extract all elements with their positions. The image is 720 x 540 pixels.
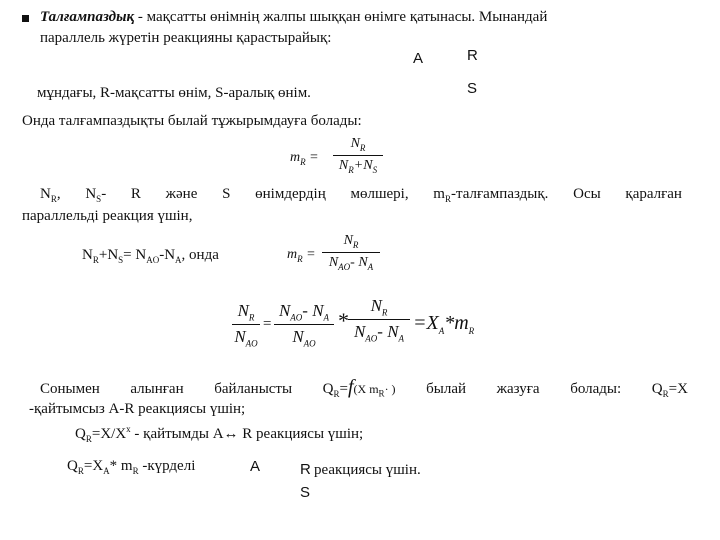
- formula2-lhs: $m_R$ =: [287, 247, 316, 264]
- para2-line-1: $N_R$, $N_S-$ R және S өнімдердің мөлшері, $m_R$-талғампаздық. Осы қаралған: [40, 186, 682, 204]
- scheme2-s: S: [300, 484, 311, 501]
- para3-line-3: $Q_R=X/X^x$ - қайтымды A↔ R реакциясы үшін;: [75, 424, 364, 444]
- selectivity-line: Онда талғампаздықты былай тұжырымдауға болады:: [22, 113, 362, 129]
- scheme1-s: S: [467, 80, 478, 97]
- formula1-fraction: $N_R$ $N_R+N_S$: [333, 136, 383, 175]
- formula3-eq-1: =: [262, 316, 273, 332]
- para3-line-4: $Q_R=X_A*$ $m_R$ -күрделі: [67, 458, 196, 476]
- formula3-star-1: *: [337, 308, 348, 333]
- formula3-fraction-2: $N_{AO}-$ $N_A$ $N_{AO}$: [274, 301, 334, 349]
- scheme2-a: A: [250, 458, 261, 475]
- para3-line-1: Сонымен алынған байланысты $Q_R=f(X$ $m_R\cdot$ ) былай жазуға болады: $Q_R=X$: [40, 376, 688, 399]
- intro-rest: - мақсатты өнімнің жалпы шыққан өнімге қатынасы. Мынандай: [134, 9, 548, 25]
- intro-line-3: мұндағы, R-мақсатты өнім, S-аралық өнім.: [37, 85, 311, 101]
- intro-line-2: параллель жүретін реакцияны қарастырайық:: [40, 30, 332, 46]
- para3-line-2: -қайтымсыз A-R реакциясы үшін;: [29, 401, 246, 417]
- formula1-lhs: $m_R$ =: [290, 150, 319, 167]
- scheme1-a: A: [413, 50, 424, 67]
- scheme2-r: R: [300, 461, 311, 478]
- para2-line-2: параллельді реакция үшін,: [22, 208, 193, 224]
- formula3-fraction-1: $N_R$ $N_{AO}$: [232, 301, 260, 349]
- bullet-marker: [22, 15, 29, 22]
- formula3-result: $=X_A*m_R$: [413, 312, 475, 336]
- formula2-fraction: $N_R$ $N_{AO}-$ $N_A$: [322, 233, 380, 272]
- scheme1-r: R: [467, 47, 478, 64]
- balance-equation: $N_R+N_S= N_{AO}-N_A$, онда: [82, 247, 219, 265]
- formula3-fraction-3: $N_R$ $N_{AO}-$ $N_A$: [348, 296, 410, 344]
- scheme2-tail: реакциясы үшін.: [314, 462, 421, 478]
- reversible-arrow-icon: ↔: [223, 426, 239, 442]
- intro-line-1: [40, 9, 547, 26]
- term-selectivity: Талғампаздық: [40, 9, 135, 25]
